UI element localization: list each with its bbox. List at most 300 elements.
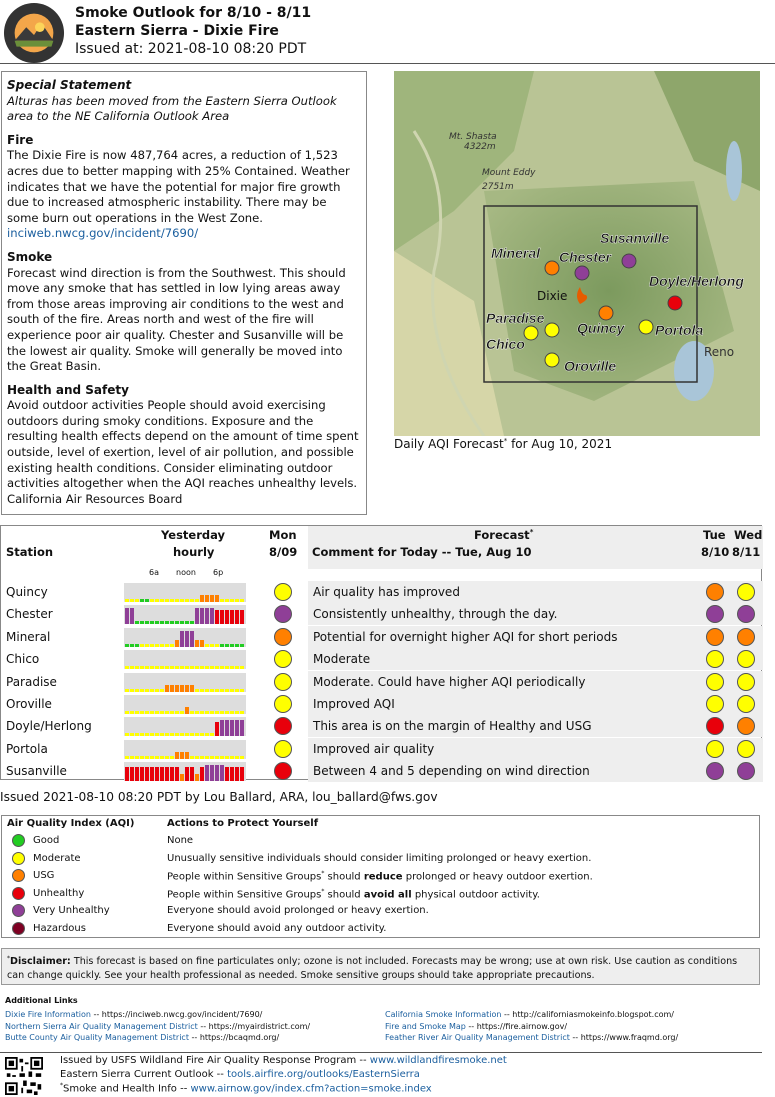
sparkline-bar [170,711,174,714]
sparkline-bar [130,644,134,647]
sparkline-bar [240,711,244,714]
forecast-table [0,525,762,780]
sparkline-bar [155,644,159,647]
sparkline-bar [225,711,229,714]
sparkline-bar [175,752,179,759]
sparkline-bar [200,733,204,736]
table-row [1,693,763,715]
sparkline-bar [135,666,139,669]
sparkline-bar [220,765,224,781]
sparkline-bar [190,711,194,714]
sparkline-bar [135,644,139,647]
sparkline-bar [175,640,179,647]
footer-line-3: *Smoke and Health Info -- www.airnow.gov/index.cfm?action=smoke.index [60,1082,432,1095]
sparkline-bar [215,711,219,714]
col-yesterday: Yesterday [161,528,226,542]
aqi-level-name: Good [33,835,60,846]
tick-6a: 6a [149,568,159,577]
station-name: Chester [6,607,53,622]
additional-link[interactable] [385,1022,567,1031]
map-fire-label: Dixie [537,289,568,303]
link-url: -- https://www.fraqmd.org/ [569,1033,679,1042]
hourly-sparkline [124,650,246,669]
sparkline-bar [145,689,149,692]
col-forecast: Forecast* [474,528,534,542]
station-name: Portola [6,741,48,756]
sparkline-bar [225,610,229,624]
aqi-level-name: Unhealthy [33,887,85,899]
sparkline-bar [210,608,214,624]
sparkline-bar [215,765,219,781]
sparkline-bar [130,733,134,736]
link-url: -- https://inciweb.nwcg.gov/incident/7690/ [90,1010,263,1019]
col-hourly: hourly [173,545,215,559]
sparkline-bar [230,666,234,669]
sparkline-bar [195,774,199,781]
sparkline-bar [225,720,229,736]
link-label[interactable]: Dixie Fire Information [5,1010,91,1019]
sparkline-bar [240,767,244,781]
tue-aqi-dot [706,673,724,691]
tue-aqi-dot [706,695,724,713]
sparkline-bar [140,756,144,759]
sparkline-bar [165,756,169,759]
mon-aqi-dot [274,650,292,668]
sparkline-bar [240,644,244,647]
sparkline-bar [210,765,214,781]
sparkline-bar [200,711,204,714]
sparkline-bar [140,733,144,736]
comment-cell [308,603,763,625]
sparkline-bar [145,767,149,781]
sparkline-bar [150,767,154,781]
sparkline-bar [135,767,139,781]
sparkline-bar [175,599,179,602]
aqi-forecast-map [394,71,760,436]
sparkline-bar [150,621,154,624]
map-label-portola: Portola [655,322,704,338]
page-header [0,0,775,64]
sparkline-bar [170,756,174,759]
comment-text: Moderate [313,652,371,667]
sparkline-bar [230,599,234,602]
hourly-sparkline [124,673,246,692]
sparkline-bar [205,608,209,624]
sparkline-bar [155,666,159,669]
map-dot-mineral [545,261,559,275]
map-label-mineral: Mineral [491,245,541,261]
sparkline-bar [185,621,189,624]
table-row [1,581,763,603]
additional-link[interactable] [385,1010,674,1019]
sparkline-bar [125,756,129,759]
sparkline-bar [200,666,204,669]
sparkline-bar [235,666,239,669]
sparkline-bar [175,733,179,736]
table-row [1,671,763,693]
sparkline-bar [205,595,209,602]
sparkline-bar [220,756,224,759]
additional-link[interactable] [5,1022,310,1031]
sparkline-bar [190,685,194,692]
sparkline-bar [145,733,149,736]
sparkline-bar [155,733,159,736]
sparkline-bar [150,733,154,736]
sparkline-bar [240,689,244,692]
sparkline-bar [130,689,134,692]
wed-aqi-dot [737,695,755,713]
sparkline-bar [195,756,199,759]
map-dot-quincy [599,306,613,320]
sparkline-bar [190,733,194,736]
sparkline-bar [150,689,154,692]
program-link[interactable]: www.wildlandfiresmoke.net [369,1055,507,1066]
sparkline-bar [230,767,234,781]
sparkline-bar [180,666,184,669]
sparkline-bar [135,711,139,714]
comment-cell [308,581,763,603]
map-label-doyle: Doyle/Herlong [649,273,744,289]
sparkline-bar [185,599,189,602]
sparkline-bar [135,756,139,759]
sparkline-bar [150,756,154,759]
map-peak-1-elev: 4322m [464,142,496,152]
sparkline-bar [180,752,184,759]
sparkline-bar [200,640,204,647]
additional-link[interactable] [385,1033,678,1042]
sparkline-bar [205,756,209,759]
map-peak-2: Mount Eddy [482,168,536,178]
sparkline-bar [130,756,134,759]
airnow-link[interactable]: www.airnow.gov/index.cfm?action=smoke.index [190,1083,432,1095]
sparkline-bar [230,720,234,736]
sparkline-bar [170,666,174,669]
comment-cell [308,626,763,648]
tick-6p: 6p [213,568,224,577]
sparkline-bar [240,610,244,624]
sparkline-bar [230,610,234,624]
sparkline-bar [165,666,169,669]
sparkline-bar [165,733,169,736]
col-tue: Tue [703,528,726,542]
map-dot-doyle [668,296,682,310]
sparkline-bar [170,685,174,692]
aqi-color-dot [12,834,25,847]
program-logo [2,2,66,64]
station-name: Paradise [6,674,57,689]
sparkline-bar [205,711,209,714]
sparkline-bar [140,767,144,781]
link-url: -- https://bcaqmd.org/ [188,1033,280,1042]
tue-aqi-dot [706,740,724,758]
tue-aqi-dot [706,628,724,646]
link-label[interactable]: California Smoke Information [385,1010,502,1019]
sparkline-bar [225,599,229,602]
sparkline-bar [160,689,164,692]
comment-cell [308,648,763,670]
sparkline-bar [130,767,134,781]
station-name: Oroville [6,697,52,711]
comment-text: Potential for overnight higher AQI for short periods [313,629,618,644]
sparkline-bar [190,621,194,624]
additional-link[interactable] [5,1010,262,1019]
aqi-level-name: Very Unhealthy [33,905,110,916]
comment-text: Consistently unhealthy, through the day. [313,607,558,622]
table-row [1,738,763,760]
sparkline-bar [165,644,169,647]
sparkline-bar [145,621,149,624]
smoke-text: Forecast wind direction is from the Southwest. This should move any smoke that has settled in low lying areas away from those areas improving air conditions to the west and south of the fire. Areas north and west of the fire will experience poor air quality. Chester and Susanville will be the lowest air quality. Smoke will generally be moved into the Great Basin. [7,265,346,374]
additional-link[interactable] [5,1033,279,1042]
sparkline-bar [235,644,239,647]
statement-title: Special Statement [7,78,132,92]
map-dot-oroville [545,353,559,367]
sparkline-bar [185,631,189,647]
hourly-sparkline [124,695,246,714]
inciweb-link[interactable]: inciweb.nwcg.gov/incident/7690/ [7,226,199,241]
sparkline-bar [135,689,139,692]
sparkline-bar [210,595,214,602]
map-dot-paradise [545,323,559,337]
sparkline-bar [210,644,214,647]
sparkline-bar [225,644,229,647]
sparkline-bar [160,599,164,602]
fire-text: The Dixie Fire is now 487,764 acres, a reduction of 1,523 acres due to better mapping with 25% Contained. Weather indicates that we have the potential for major fire growth due to increased atmospheric instability. There may be some burn out operations in the West Zone. [7,148,350,225]
comment-cell [308,693,763,715]
sparkline-bar [145,644,149,647]
sparkline-bar [225,666,229,669]
sparkline-bar [205,644,209,647]
smoke-heading: Smoke [7,249,53,264]
sparkline-bar [200,608,204,624]
sparkline-bar [230,644,234,647]
sparkline-bar [135,733,139,736]
sparkline-bar [135,599,139,602]
col-mon-date: 8/09 [269,545,298,559]
health-text: Avoid outdoor activities People should avoid exercising outdoors during smoky conditions. Exposure and the resulting health effects depend on the amount of time spent outside, level of exertion, level of air pollution, and possible existing health conditions. Consider eliminating outdoor activities altogether when the AQI reaches unhealthy levels. California Air Resources Board [7,398,359,506]
sparkline-bar [240,666,244,669]
sparkline-bar [210,689,214,692]
sparkline-bar [195,599,199,602]
aqi-heading: Air Quality Index (AQI) [7,818,135,829]
map-label-chester: Chester [559,249,612,265]
table-row [1,715,763,737]
disclaimer: *Disclaimer: This forecast is based on fine particulates only; ozone is not included. Forecasts may be wrong; use at own risk. Use caution as conditions can change quickly. See your health professional as needed. Smoke sensitive groups should take appropriate precautions. [1,948,760,985]
sparkline-bar [155,767,159,781]
sparkline-bar [165,711,169,714]
map-peak-1: Mt. Shasta [449,132,497,142]
sparkline-bar [130,599,134,602]
hourly-sparkline [124,740,246,759]
sparkline-bar [195,666,199,669]
comment-cell [308,738,763,760]
sparkline-bar [125,644,129,647]
sparkline-bar [220,689,224,692]
page-footer [0,1052,762,1097]
sparkline-bar [180,733,184,736]
sparkline-bar [235,599,239,602]
sparkline-bar [240,720,244,736]
sparkline-bar [215,689,219,692]
link-url: -- https://fire.airnow.gov/ [465,1021,568,1031]
station-name: Susanville [6,764,67,779]
mon-aqi-dot [274,605,292,623]
aqi-action: People within Sensitive Groups* should avoid all physical outdoor activity. [167,887,540,900]
sparkline-bar [170,767,174,781]
comment-text: Improved AQI [313,697,395,711]
sparkline-bar [185,733,189,736]
hourly-sparkline [124,762,246,781]
sparkline-bar [235,767,239,781]
map-label-oroville: Oroville [564,358,617,374]
sparkline-bar [165,685,169,692]
sparkline-bar [155,689,159,692]
wed-aqi-dot [737,740,755,758]
sparkline-bar [175,621,179,624]
aqi-action: Everyone should avoid prolonged or heavy exertion. [167,905,429,916]
sparkline-bar [205,765,209,781]
hourly-sparkline [124,628,246,647]
mon-aqi-dot [274,673,292,691]
sparkline-bar [220,599,224,602]
link-label[interactable]: Butte County Air Quality Management District [5,1033,189,1042]
sparkline-bar [220,610,224,624]
sparkline-bar [140,666,144,669]
sparkline-bar [155,621,159,624]
wed-aqi-dot [737,673,755,691]
sparkline-bar [185,752,189,759]
map-label-paradise: Paradise [486,310,545,326]
sparkline-bar [180,621,184,624]
aqi-color-dot [12,922,25,935]
sparkline-bar [140,599,144,602]
map-peak-2-elev: 2751m [482,182,514,192]
mon-aqi-dot [274,583,292,601]
sparkline-bar [195,733,199,736]
sparkline-bar [170,733,174,736]
aqi-level-row [2,902,759,919]
sparkline-bar [225,689,229,692]
table-row [1,603,763,625]
comment-cell [308,715,763,737]
aqi-level-name: Moderate [33,852,81,864]
issued-by: Issued 2021-08-10 08:20 PDT by Lou Ballard, ARA, lou_ballard@fws.gov [0,790,438,804]
aqi-color-dot [12,904,25,917]
sparkline-bar [180,599,184,602]
sparkline-bar [160,711,164,714]
sparkline-bar [200,767,204,781]
sparkline-bar [185,685,189,692]
tick-noon: noon [176,568,196,577]
comment-text: Improved air quality [313,741,435,756]
sparkline-bar [145,599,149,602]
aqi-level-name: USG [33,870,55,881]
sparkline-bar [125,666,129,669]
sparkline-bar [230,756,234,759]
sparkline-bar [165,621,169,624]
mon-aqi-dot [274,762,292,780]
link-label[interactable]: Fire and Smoke Map [385,1021,466,1031]
sparkline-bar [140,644,144,647]
sparkline-bar [145,666,149,669]
link-url: -- http://californiasmokeinfo.blogspot.com/ [501,1010,674,1019]
sparkline-bar [170,599,174,602]
sparkline-bar [235,756,239,759]
sparkline-bar [195,711,199,714]
aqi-color-dot [12,852,25,865]
aqi-action: None [167,835,194,846]
comment-cell [308,671,763,693]
map-label-susanville: Susanville [600,230,670,246]
sparkline-bar [180,631,184,647]
sparkline-bar [190,666,194,669]
sparkline-bar [175,711,179,714]
sparkline-bar [235,720,239,736]
mon-aqi-dot [274,740,292,758]
map-dot-portola [639,320,653,334]
col-mon: Mon [269,528,297,542]
sparkline-bar [160,644,164,647]
sparkline-bar [160,767,164,781]
sparkline-bar [195,689,199,692]
sparkline-bar [190,767,194,781]
aqi-level-row [2,832,759,849]
sparkline-bar [225,767,229,781]
sparkline-bar [185,666,189,669]
sparkline-bar [125,733,129,736]
table-row [1,626,763,648]
links-heading: Additional Links [5,996,78,1005]
station-name: Mineral [6,629,51,644]
sparkline-bar [125,711,129,714]
sparkline-bar [210,733,214,736]
sparkline-bar [215,666,219,669]
map-label-quincy: Quincy [577,320,625,336]
tue-aqi-dot [706,583,724,601]
col-comment: Comment for Today -- Tue, Aug 10 [312,545,532,559]
link-label[interactable]: Northern Sierra Air Quality Management District [5,1021,198,1031]
outlook-link[interactable]: tools.airfire.org/outlooks/EasternSierra [227,1069,420,1080]
comment-cell [308,760,763,782]
sparkline-bar [155,711,159,714]
aqi-level-row [2,885,759,902]
col-station: Station [6,545,54,559]
statement-note: Alturas has been moved from the Eastern Sierra Outlook area to the NE California Outlook Area [7,93,337,124]
sparkline-bar [135,621,139,624]
sparkline-bar [185,767,189,781]
col-tue-date: 8/10 [701,545,730,559]
sparkline-bar [155,599,159,602]
sparkline-bar [220,644,224,647]
sparkline-bar [205,666,209,669]
link-url: -- https://myairdistrict.com/ [197,1021,311,1031]
link-label[interactable]: Feather River Air Quality Management District [385,1033,570,1042]
sparkline-bar [145,756,149,759]
sparkline-bar [215,595,219,602]
health-heading: Health and Safety [7,382,129,397]
station-name: Doyle/Herlong [6,719,92,734]
sparkline-bar [145,711,149,714]
special-statement-box [1,71,367,515]
footer-line-1: Issued by USFS Wildland Fire Air Quality Response Program -- www.wildlandfiresmoke.net [60,1055,507,1066]
aqi-level-name: Hazardous [33,922,86,934]
sparkline-bar [190,599,194,602]
wed-aqi-dot [737,628,755,646]
table-row [1,760,763,782]
sparkline-bar [195,640,199,647]
sparkline-bar [235,689,239,692]
footer-line-2: Eastern Sierra Current Outlook -- tools.airfire.org/outlooks/EasternSierra [60,1069,420,1080]
